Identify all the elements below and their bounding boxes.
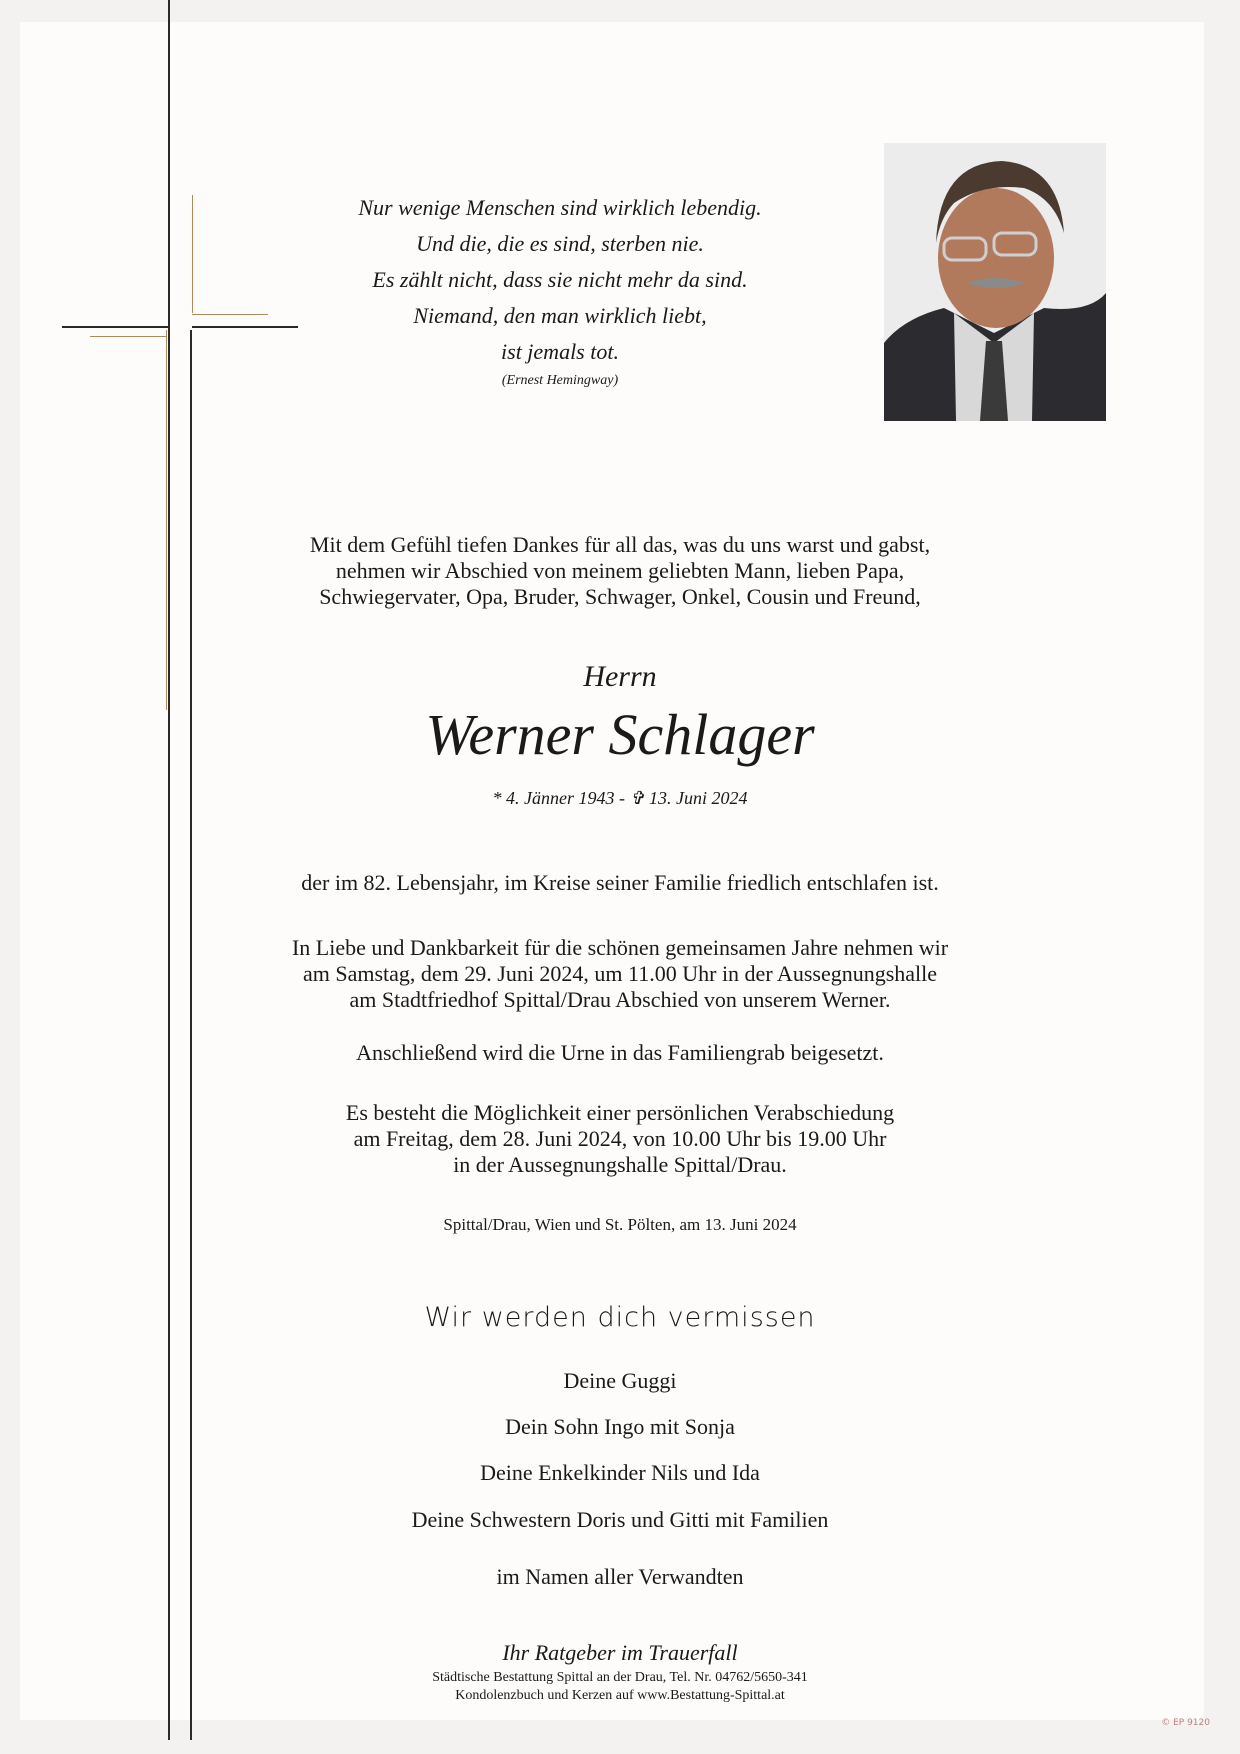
- quote-author: (Ernest Hemingway): [501, 373, 619, 388]
- cross-horizontal-line-left-gold: [90, 336, 166, 337]
- quote-line: ist jemals tot.: [501, 339, 619, 364]
- urn-text: Anschließend wird die Urne in das Familiengrab beigesetzt.: [356, 1040, 884, 1065]
- quote-line: Es zählt nicht, dass sie nicht mehr da sind.: [372, 267, 748, 292]
- miss-you-heading: Wir werden dich vermissen: [424, 1302, 816, 1333]
- salutation: Herrn: [583, 660, 657, 693]
- quote-block: [300, 190, 820, 392]
- quote-line: Niemand, den man wirklich liebt,: [413, 303, 707, 328]
- life-dates: * 4. Jänner 1943 - ✞ 13. Juni 2024: [492, 788, 748, 808]
- footer-slogan: Ihr Ratgeber im Trauerfall: [502, 1640, 738, 1665]
- deceased-name: Werner Schlager: [425, 702, 815, 767]
- cross-vertical-short-line: [192, 195, 193, 313]
- cross-horizontal-line-right: [192, 326, 298, 328]
- quote-line: Nur wenige Menschen sind wirklich lebendig.: [358, 195, 762, 220]
- intro-line: nehmen wir Abschied von meinem geliebten Mann, lieben Papa,: [335, 558, 905, 583]
- viewing-line: am Freitag, dem 28. Juni 2024, von 10.00 Uhr bis 19.00 Uhr: [353, 1126, 887, 1151]
- cross-vertical-line-gold: [166, 330, 167, 710]
- mourner-line: Deine Schwestern Doris und Gitti mit Familien: [411, 1507, 829, 1532]
- print-code: © EP 9120: [1161, 1718, 1210, 1728]
- place-date: Spittal/Drau, Wien und St. Pölten, am 13. Juni 2024: [443, 1215, 797, 1234]
- quote-line: Und die, die es sind, sterben nie.: [416, 231, 704, 256]
- viewing-line: Es besteht die Möglichkeit einer persönlichen Verabschiedung: [345, 1100, 895, 1125]
- mourner-line: Dein Sohn Ingo mit Sonja: [505, 1414, 735, 1439]
- passed-text: der im 82. Lebensjahr, im Kreise seiner Familie friedlich entschlafen ist.: [301, 870, 939, 895]
- mourner-line: Deine Guggi: [563, 1368, 677, 1393]
- portrait-illustration: [884, 143, 1106, 421]
- relatives-line: im Namen aller Verwandten: [496, 1564, 744, 1589]
- farewell-line: am Stadtfriedhof Spittal/Drau Abschied von unserem Werner.: [349, 987, 891, 1012]
- viewing-text: [0, 1100, 1240, 1178]
- footer-line-2: Kondolenzbuch und Kerzen auf www.Bestattung-Spittal.at: [455, 1688, 785, 1703]
- farewell-line: In Liebe und Dankbarkeit für die schönen gemeinsamen Jahre nehmen wir: [291, 935, 949, 960]
- cross-horizontal-line-left: [62, 326, 168, 328]
- intro-line: Mit dem Gefühl tiefen Dankes für all das, was du uns warst und gabst,: [309, 532, 931, 557]
- footer-line-1: Städtische Bestattung Spittal an der Drau, Tel. Nr. 04762/5650-341: [432, 1670, 808, 1685]
- viewing-line: in der Aussegnungshalle Spittal/Drau.: [453, 1152, 787, 1177]
- intro-text: [0, 532, 1240, 610]
- mourner-line: Deine Enkelkinder Nils und Ida: [480, 1460, 760, 1485]
- cross-horizontal-line-right-gold: [192, 314, 268, 315]
- intro-line: Schwiegervater, Opa, Bruder, Schwager, Onkel, Cousin und Freund,: [319, 584, 921, 609]
- farewell-line: am Samstag, dem 29. Juni 2024, um 11.00 Uhr in der Aussegnungshalle: [302, 961, 938, 986]
- farewell-text: [0, 935, 1240, 1013]
- portrait-photo: [884, 143, 1106, 421]
